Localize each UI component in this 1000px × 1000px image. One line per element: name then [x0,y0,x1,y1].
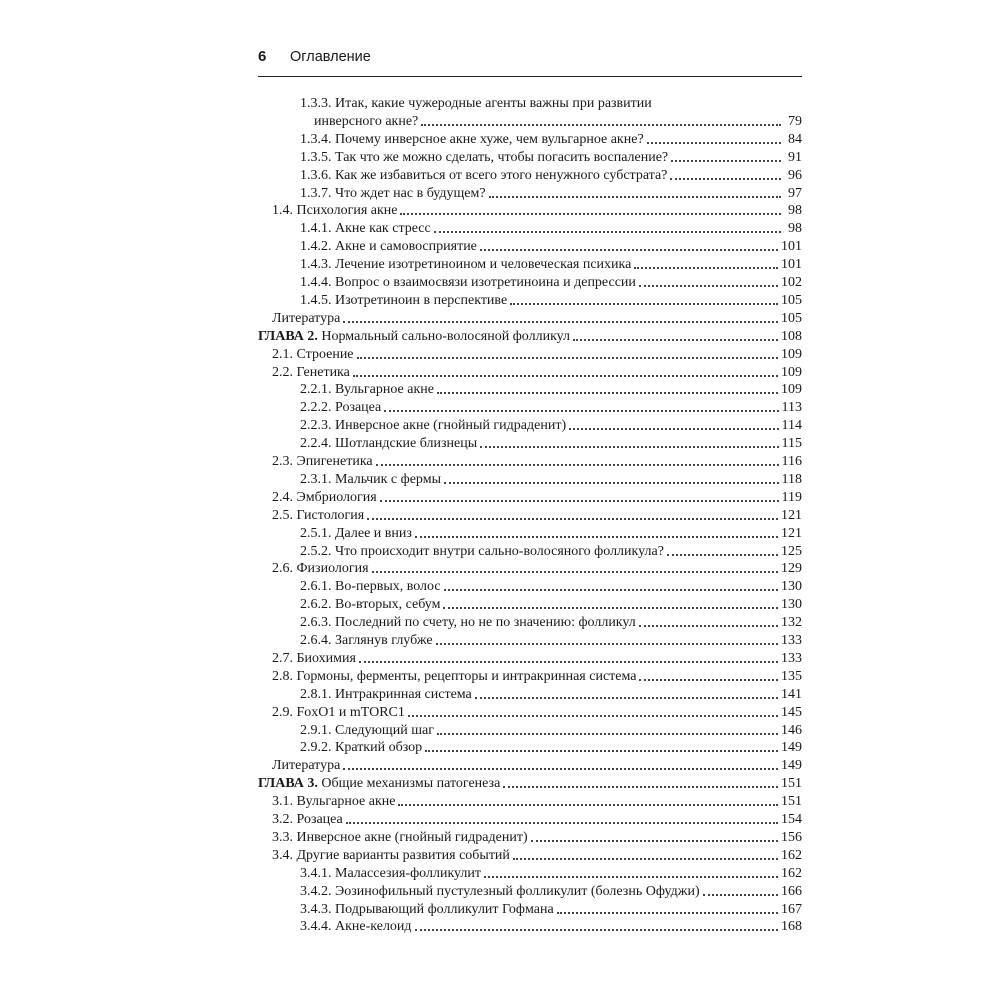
toc-entry [300,417,802,434]
toc-entry [300,381,802,398]
toc-entry [272,489,802,506]
dot-leader [639,615,778,627]
toc-entry-title: 2.2.1. Вульгарное акне [300,382,434,398]
toc-entry-title: 2.1. Строение [272,346,354,362]
toc-entry-title: 1.4.2. Акне и самовосприятие [300,239,477,255]
toc-entry [300,543,802,560]
toc-entry [300,220,802,237]
toc-page-number: 101 [781,257,802,273]
toc-entry [300,238,802,255]
toc-entry [272,310,802,327]
toc-entry-title: Нормальный сально-волосяной фолликул [321,328,571,344]
toc-entry-title: 1.3.5. Так что же можно сделать, чтобы погасить воспаление? [300,149,669,165]
toc-entry-title: 2.9.2. Краткий обзор [300,740,423,756]
toc-page-number: 166 [781,883,802,899]
toc-page-number: 149 [781,740,802,756]
toc-entry [272,364,802,381]
toc-page-number: 156 [781,829,802,845]
dot-leader [384,400,778,412]
dot-leader [400,203,781,215]
page-number: 6 [258,48,267,65]
dot-leader [359,651,778,663]
dot-leader [444,579,778,591]
toc-page-number: 121 [781,525,802,541]
toc-entry-title: 2.6.2. Во-вторых, себум [300,597,441,613]
toc-entry [300,632,802,649]
toc-entry [272,453,802,470]
dot-leader [557,902,778,914]
toc-entry-title: 2.6.1. Во-первых, волос [300,579,441,595]
toc-entry-title: 2.8.1. Интракринная система [300,686,472,702]
toc-page-number: 125 [781,543,802,559]
toc-entry [300,131,802,148]
toc-entry-title: 3.4.3. Подрывающий фолликулит Гофмана [300,901,554,917]
dot-leader [367,508,778,520]
toc-entry-title: 1.3.3. Итак, какие чужеродные агенты важны при развитии [300,96,652,111]
toc-page-number: 98 [788,203,802,219]
toc-entry [272,202,802,219]
dot-leader [703,884,778,896]
toc-page-number: 101 [781,239,802,255]
toc-page-number: 79 [788,113,802,129]
toc-entry-title: 3.4.1. Малассезия-фолликулит [300,865,482,881]
dot-leader [569,418,778,430]
dot-leader [671,150,781,162]
toc-chapter-label: ГЛАВА 3. [258,776,318,792]
toc-entry-title: Литература [272,758,341,774]
toc-entry [300,185,802,202]
toc-page-number: 105 [781,310,802,326]
dot-leader [513,848,778,860]
dot-leader [372,561,778,573]
toc-entry-title: 3.4.4. Акне-келоид [300,919,412,935]
toc-page-number: 130 [781,597,802,613]
toc-entry [272,847,802,864]
toc-entry [300,399,802,416]
toc-entry [272,811,802,828]
dot-leader [434,221,781,233]
dot-leader [444,472,779,484]
dot-leader [531,830,778,842]
toc-entry-title: 2.4. Эмбриология [272,489,377,505]
toc-entry [272,668,802,685]
toc-page-number: 91 [788,149,802,165]
dot-leader [415,526,778,538]
toc-entry-title: 2.2.2. Розацеа [300,400,382,416]
toc-entry-title: 2.6.3. Последний по счету, но не по значению: фолликул [300,615,636,631]
dot-leader [343,311,778,323]
toc-entry-title: 1.3.4. Почему инверсное акне хуже, чем вульгарное акне? [300,131,644,147]
toc-entry-title: 2.5.1. Далее и вниз [300,525,412,541]
toc-chapter-label: ГЛАВА 2. [258,328,318,344]
toc-entry-title: 2.3.1. Мальчик с фермы [300,471,441,487]
toc-entry [300,614,802,631]
toc-page-number: 167 [781,901,802,917]
toc-entry [300,883,802,900]
dot-leader [408,705,778,717]
toc-page-number: 132 [781,615,802,631]
toc-entry-title: 2.2.4. Шотландские близнецы [300,436,478,452]
toc-entry-title: 2.2. Генетика [272,364,350,380]
toc-entry [272,560,802,577]
dot-leader [436,633,778,645]
dot-leader [443,597,778,609]
dot-leader [415,919,778,931]
running-title: Оглавление [290,49,371,65]
toc-page-number: 116 [781,454,802,469]
toc-entry-title: 3.1. Вульгарное акне [272,794,396,810]
toc-entry [300,167,802,184]
toc-entry-title: 1.3.7. Что ждет нас в будущем? [300,185,486,201]
toc-entry [272,650,802,667]
toc-page-number: 133 [781,650,802,666]
toc-entry [300,901,802,918]
toc-entry [300,471,802,488]
dot-leader [484,866,778,878]
toc-page-number: 146 [781,722,802,738]
toc-entry-title: 1.4. Психология акне [272,203,398,219]
toc-page-number: 108 [781,328,802,344]
toc-entry-title: 3.4.2. Эозинофильный пустулезный фолликулит (болезнь Офуджи) [300,883,700,899]
toc-entry [300,113,802,130]
toc-entry [300,722,802,739]
toc-page-number: 114 [781,418,802,434]
toc-page-number: 168 [781,919,802,935]
toc-entry [272,793,802,810]
toc-entry-title: 3.3. Инверсное акне (гнойный гидраденит) [272,829,528,845]
toc-entry [300,865,802,882]
toc-page-number: 129 [781,561,802,577]
dot-leader [343,758,778,770]
toc-entry [272,346,802,363]
dot-leader [437,723,778,735]
toc-page-number: 145 [781,704,802,720]
dot-leader [639,669,778,681]
toc-entry-title: 3.2. Розацеа [272,812,343,827]
toc-entry-title: 3.4. Другие варианты развития событий [272,847,510,863]
dot-leader [480,239,778,251]
toc-page-number: 121 [781,507,802,523]
toc-page-number: 113 [781,400,802,416]
toc-entry-heading [258,775,500,792]
running-header [258,46,802,77]
toc-entry-title: 1.4.4. Вопрос о взаимосвязи изотретиноина и депрессии [300,275,636,290]
dot-leader [357,347,778,359]
dot-leader [376,454,779,466]
dot-leader [346,812,778,824]
toc-chapter-entry [258,328,802,345]
toc-entry-title: 2.9.1. Следующий шаг [300,722,434,738]
dot-leader [437,382,778,394]
toc-entry-title: 2.6. Физиология [272,561,369,577]
toc-entry [300,149,802,166]
toc-entry-title: 2.5. Гистология [272,507,365,523]
dot-leader [380,490,779,502]
toc-page-number: 119 [781,489,802,505]
toc-page-number: 130 [781,579,802,595]
dot-leader [398,794,778,806]
toc-page-number: 133 [781,633,802,648]
dot-leader [421,114,781,126]
toc-entry [300,525,802,542]
toc-entry-title: 2.3. Эпигенетика [272,454,373,469]
toc-entry-title: 2.7. Биохимия [272,650,356,666]
toc-page-number: 154 [781,812,802,827]
toc-entry [300,256,802,273]
dot-leader [670,168,781,180]
toc-entry-title: 1.4.3. Лечение изотретиноином и человеческая психика [300,257,632,273]
toc-entry-title: 2.8. Гормоны, ферменты, рецепторы и интракринная система [272,668,637,684]
toc-entry-title-continuation: инверсного акне? [314,113,419,129]
dot-leader [353,365,778,377]
toc-entry-title: 1.4.5. Изотретиноин в перспективе [300,292,508,308]
toc-entry-heading [258,328,570,345]
toc-page-number: 109 [781,346,802,362]
toc-page-number: 162 [781,865,802,881]
toc-page-number: 97 [788,185,802,201]
toc-entry [300,686,802,703]
toc-entry [300,292,802,309]
dot-leader [489,186,781,198]
toc-page-number: 151 [781,776,802,792]
toc-page-number: 109 [781,364,802,380]
dot-leader [480,436,778,448]
toc-entry-title: Литература [272,310,341,326]
toc-page-number: 115 [781,436,802,452]
dot-leader [503,776,778,788]
toc-entry [272,829,802,846]
toc-page-number: 149 [781,758,802,774]
dot-leader [639,275,778,287]
toc-page-number: 135 [781,668,802,684]
toc-entry [272,704,802,721]
toc-entry-title: 1.3.6. Как же избавиться от всего этого ненужного субстрата? [300,167,668,183]
toc-entry [300,578,802,595]
dot-leader [647,132,781,144]
toc-entry [300,918,802,935]
toc-entry [272,507,802,524]
toc-entry [300,596,802,613]
toc-page-number: 98 [788,221,802,237]
dot-leader [667,544,778,556]
dot-leader [425,740,778,752]
toc-page-number: 84 [788,131,802,147]
toc-page-number: 141 [781,686,802,702]
dot-leader [634,257,778,269]
toc-entry [300,739,802,756]
toc-page-number: 105 [781,292,802,308]
toc-entry [300,274,802,291]
toc-entry-title: Общие механизмы патогенеза [321,776,501,792]
toc-entry-title: 2.5.2. Что происходит внутри сально-волосяного фолликула? [300,543,664,559]
toc-page-number: 151 [781,794,802,810]
toc-entry-title: 2.9. FoxO1 и mTORC1 [272,704,405,720]
toc-entry-title: 2.6.4. Заглянув глубже [300,633,433,648]
toc-page-number: 162 [781,847,802,863]
toc-entry [272,757,802,774]
dot-leader [475,687,778,699]
toc-page-number: 109 [781,382,802,398]
toc-page-number: 96 [788,167,802,183]
dot-leader [510,293,778,305]
toc-entry-title: 1.4.1. Акне как стресс [300,221,431,237]
toc-page-number: 118 [781,471,802,487]
toc-entry [300,435,802,452]
toc-page-number: 102 [781,275,802,290]
toc-entry-title: 2.2.3. Инверсное акне (гнойный гидраденит) [300,418,567,434]
toc-chapter-entry [258,775,802,792]
dot-leader [573,329,778,341]
